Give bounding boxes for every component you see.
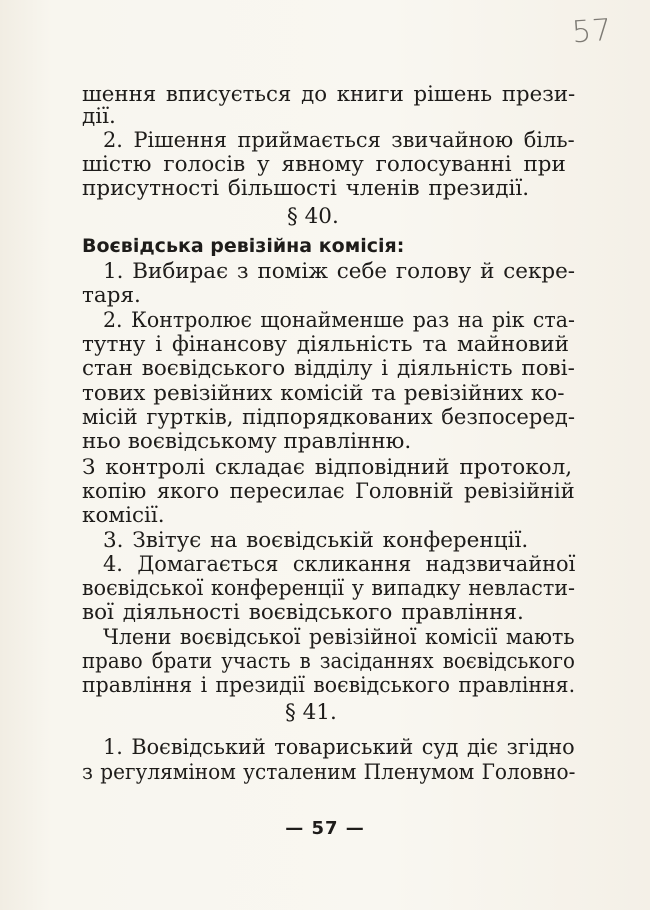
text-line: таря. (82, 283, 141, 308)
text-line: 2. Контролює щонайменше раз на рік ста- (103, 308, 575, 333)
handwritten-page-mark: 57 (570, 12, 614, 51)
text-line: шістю голосів у явному голосуванні при (82, 152, 566, 177)
text-line: вої діяльності воєвідського правління. (82, 600, 524, 625)
text-line: тутну і фінансову діяльність та майновий (82, 332, 569, 357)
section-heading: § 41. (285, 700, 337, 725)
text-line: 3. Звітує на воєвідській конференції. (103, 528, 529, 553)
text-line: правління і президії воєвідського правління. (82, 673, 576, 698)
text-line: дії. (82, 104, 116, 129)
bold-heading: Воєвідська ревізійна комісія: (82, 235, 405, 257)
text-line: тових ревізійних комісій та ревізійних ко- (82, 381, 565, 406)
text-line: ньо воєвідському правлінню. (82, 429, 412, 454)
text-line: право брати участь в засіданнях воєвідського (82, 649, 575, 674)
text-line: шення вписується до книги рішень прези- (82, 82, 576, 107)
page-number: — 57 — (285, 818, 365, 839)
text-line: Члени воєвідської ревізійної комісії мають (103, 625, 575, 650)
text-line: копію якого пересилає Головній ревізійній (82, 479, 575, 504)
text-line: 1. Вибирає з поміж себе голову й секре- (103, 259, 576, 284)
text-line: місій гуртків, підпорядкованих безпосеред- (82, 405, 575, 430)
text-line: комісії. (82, 503, 165, 528)
text-line: стан воєвідського відділу і діяльність пові- (82, 356, 575, 381)
text-line: воєвідської конференції у випадку невласти- (82, 576, 576, 601)
section-heading: § 40. (287, 204, 339, 229)
text-line: 1. Воєвідський товариський суд діє згідно (103, 735, 575, 760)
text-line: 2. Рішення приймається звичайною біль- (103, 128, 575, 153)
text-line: присутності більшості членів президії. (82, 176, 530, 201)
text-line: 4. Домагається скликання надзвичайної (103, 552, 576, 577)
text-line: з регуляміном усталеним Пленумом Головно- (82, 760, 576, 785)
text-line: З контролі складає відповідний протокол, (82, 455, 573, 480)
